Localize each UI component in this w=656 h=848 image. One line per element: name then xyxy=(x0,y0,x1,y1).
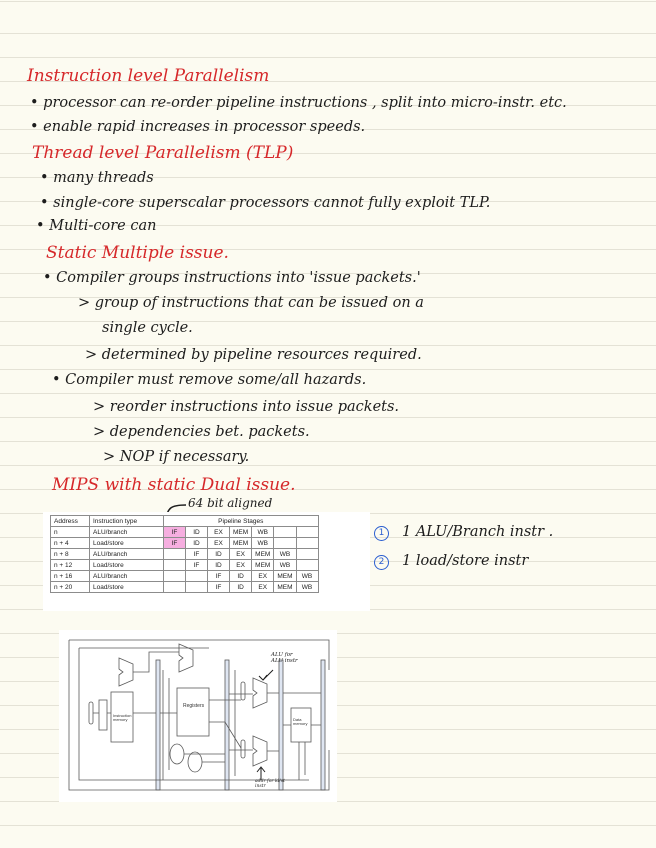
registers-block xyxy=(177,688,209,736)
stage-cell: MEM xyxy=(230,538,252,549)
smi-bullet-hazards: • Compiler must remove some/all hazards. xyxy=(52,372,367,388)
smi-bullet-compiler-groups: • Compiler groups instructions into 'issue packets.' xyxy=(43,270,421,286)
if-id-register xyxy=(156,660,160,790)
sign-extend-2 xyxy=(188,752,202,772)
smi-sub-nop: > NOP if necessary. xyxy=(103,449,250,465)
header-instruction-type: Instruction type xyxy=(90,516,164,527)
address-cell: n + 16 xyxy=(51,571,90,582)
header-pipeline-stages: Pipeline Stages xyxy=(164,516,319,527)
addr-note: addr for ld/st instr xyxy=(255,779,285,789)
tlp-bullet-threads: • many threads xyxy=(40,170,154,186)
stage-cell: ID xyxy=(186,527,208,538)
type-cell: ALU/branch xyxy=(90,549,164,560)
stage-cell xyxy=(296,527,318,538)
stage-cell xyxy=(164,549,186,560)
instruction-memory-label: Instruction memory xyxy=(113,713,132,722)
tlp-bullet-single-core: • single-core superscalar processors cannot fully exploit TLP. xyxy=(40,195,491,211)
mips-heading: MIPS with static Dual issue. xyxy=(52,475,296,495)
sign-extend-1 xyxy=(170,744,184,764)
stage-cell: MEM xyxy=(252,549,274,560)
address-cell: n + 4 xyxy=(51,538,90,549)
smi-sub-resources: > determined by pipeline resources required. xyxy=(85,347,422,363)
mem-wb-register xyxy=(321,660,325,790)
address-cell: n + 12 xyxy=(51,560,90,571)
stage-cell: WB xyxy=(296,582,318,593)
tlp-heading: Thread level Parallelism (TLP) xyxy=(32,143,294,163)
table-row xyxy=(51,538,319,549)
stage-cell: WB xyxy=(274,560,296,571)
header-address: Address xyxy=(51,516,90,527)
ilp-bullet-speed: • enable rapid increases in processor speeds. xyxy=(30,119,366,135)
stage-cell: IF xyxy=(208,571,230,582)
registers-label: Registers xyxy=(183,703,205,709)
tlp-bullet-multi-core: • Multi-core can xyxy=(36,218,157,234)
type-cell: Load/store xyxy=(90,582,164,593)
pc-mux xyxy=(89,702,93,724)
stage-cell xyxy=(186,582,208,593)
type-cell: Load/store xyxy=(90,560,164,571)
note-load-store: 1 load/store instr xyxy=(402,553,529,569)
stage-cell: MEM xyxy=(274,571,296,582)
stage-cell xyxy=(296,538,318,549)
stage-cell: WB xyxy=(274,549,296,560)
stage-cell: ID xyxy=(208,549,230,560)
smi-sub-group-cont: single cycle. xyxy=(102,320,193,336)
table-row xyxy=(51,549,319,560)
stage-cell xyxy=(296,549,318,560)
data-memory-label: Data memory xyxy=(293,717,308,726)
stage-cell: IF xyxy=(186,549,208,560)
stage-cell: WB xyxy=(252,538,274,549)
smi-sub-dependencies: > dependencies bet. packets. xyxy=(93,424,310,440)
note-1-circle-icon: 1 xyxy=(374,526,389,541)
stage-cell: ID xyxy=(230,582,252,593)
stage-cell: EX xyxy=(252,571,274,582)
address-cell: n + 8 xyxy=(51,549,90,560)
table-row xyxy=(51,571,319,582)
stage-cell: WB xyxy=(252,527,274,538)
alu-note: ALU for ALU instr xyxy=(271,652,298,665)
stage-cell xyxy=(164,582,186,593)
stage-cell: IF xyxy=(164,527,186,538)
pipeline-table-image xyxy=(43,512,370,611)
stage-cell: MEM xyxy=(252,560,274,571)
note-2-circle-icon: 2 xyxy=(374,555,389,570)
ilp-heading: Instruction level Parallelism xyxy=(27,66,270,86)
stage-cell xyxy=(164,571,186,582)
smi-heading: Static Multiple issue. xyxy=(46,243,229,263)
annotation-64bit: 64 bit aligned xyxy=(188,496,273,510)
mux-2 xyxy=(241,740,245,758)
note-alu-branch: 1 ALU/Branch instr . xyxy=(402,524,554,540)
stage-cell xyxy=(186,571,208,582)
stage-cell xyxy=(274,538,296,549)
address-cell: n + 20 xyxy=(51,582,90,593)
stage-cell: ID xyxy=(186,538,208,549)
type-cell: ALU/branch xyxy=(90,527,164,538)
stage-cell: IF xyxy=(208,582,230,593)
stage-cell: IF xyxy=(186,560,208,571)
ex-mem-register xyxy=(279,660,283,790)
stage-cell: EX xyxy=(208,527,230,538)
stage-cell: ID xyxy=(208,560,230,571)
datapath-diagram xyxy=(59,630,337,802)
stage-cell: MEM xyxy=(274,582,296,593)
stage-cell xyxy=(164,560,186,571)
table-row xyxy=(51,582,319,593)
type-cell: ALU/branch xyxy=(90,571,164,582)
stage-cell: EX xyxy=(230,560,252,571)
stage-cell: EX xyxy=(252,582,274,593)
pipeline-table xyxy=(50,515,319,593)
stage-cell: ID xyxy=(230,571,252,582)
mux-1 xyxy=(241,682,245,700)
stage-cell: IF xyxy=(164,538,186,549)
stage-cell: EX xyxy=(230,549,252,560)
type-cell: Load/store xyxy=(90,538,164,549)
table-header-row xyxy=(51,516,319,527)
stage-cell: MEM xyxy=(230,527,252,538)
pc-register xyxy=(99,700,107,730)
stage-cell: EX xyxy=(208,538,230,549)
table-row xyxy=(51,527,319,538)
alu-for-alu xyxy=(253,678,267,708)
stage-cell: WB xyxy=(296,571,318,582)
alu-for-address xyxy=(253,736,267,766)
smi-sub-reorder: > reorder instructions into issue packets. xyxy=(93,399,400,415)
pc-adder xyxy=(119,658,133,686)
stage-cell xyxy=(274,527,296,538)
table-row xyxy=(51,560,319,571)
smi-sub-group: > group of instructions that can be issued on a xyxy=(78,295,424,311)
address-cell: n xyxy=(51,527,90,538)
ilp-bullet-reorder: • processor can re-order pipeline instructions , split into micro-instr. etc. xyxy=(30,95,567,111)
stage-cell xyxy=(296,560,318,571)
